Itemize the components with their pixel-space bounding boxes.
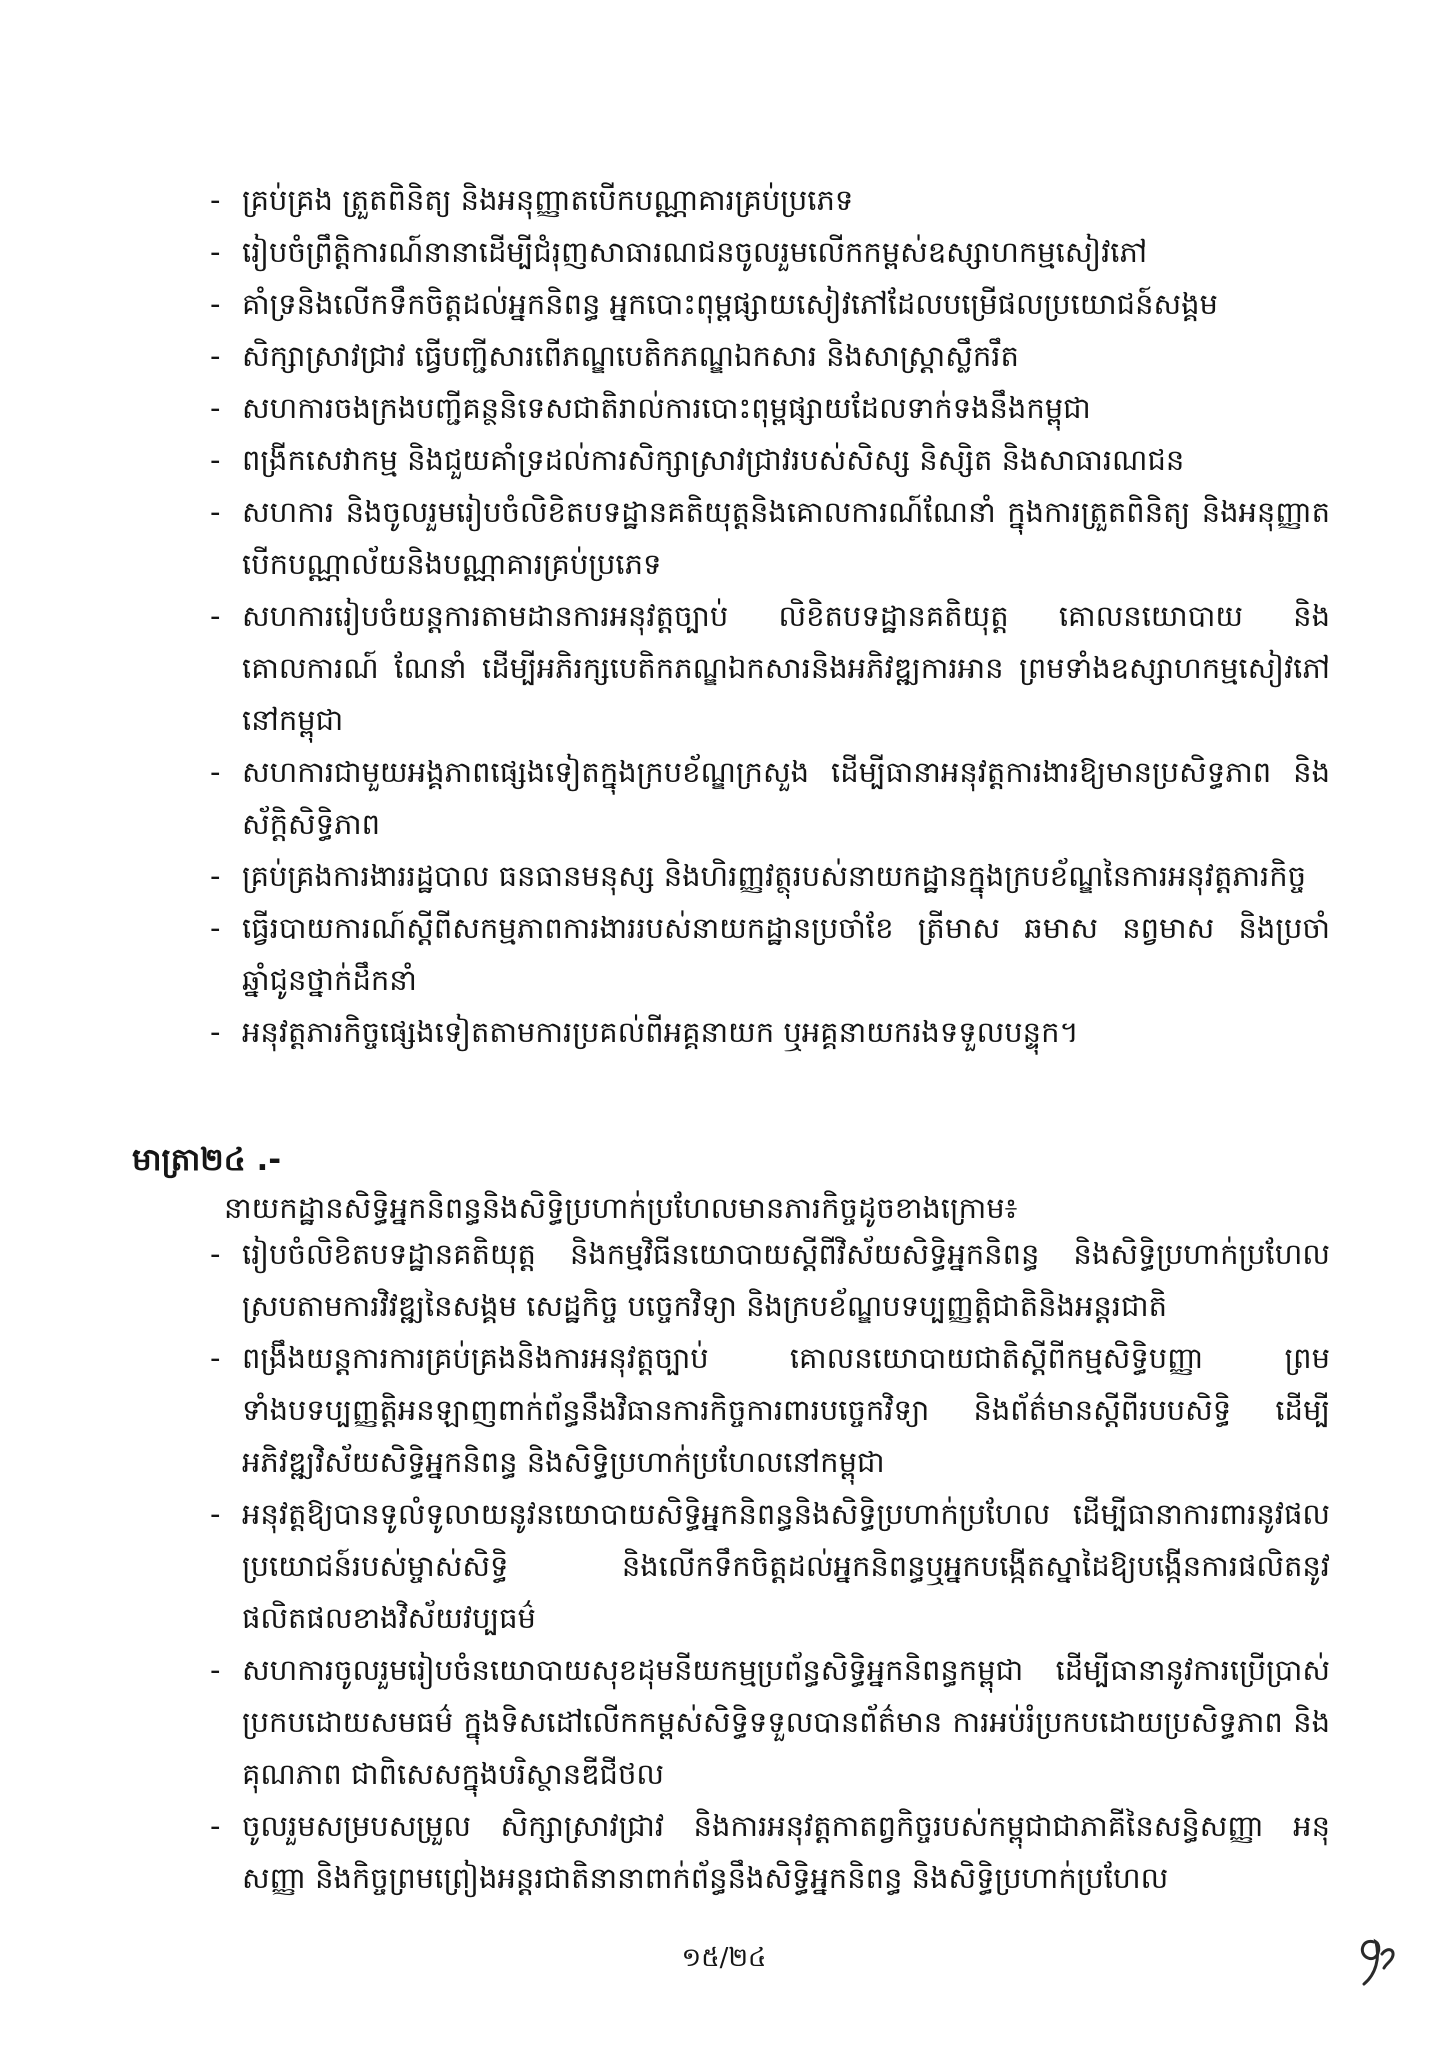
bullet-dash: - bbox=[210, 755, 221, 789]
list-item bbox=[210, 278, 1330, 330]
list-item-text: គ្រប់គ្រង ត្រួតពិនិត្យ និងអនុញ្ញាតបើកបណ្ណាគារគ្រប់ប្រភេទ bbox=[242, 183, 854, 217]
list-item-text: អនុវត្តឱ្យបានទូលំទូលាយនូវនយោបាយសិទ្ធិអ្នកនិពន្ធនិងសិទ្ធិប្រហាក់ប្រហែល ដើម្បីធានាការពារនូវផលប្រយោជន៍របស់ម្ចាស់សិទ្ធិ និងលើកទឹកចិត្តដល់អ្នកនិពន្ធឬអ្នកបង្កើតស្នាដៃឱ្យបង្កើនការផលិតនូវផលិតផលខាងវិស័យវប្បធម៌ bbox=[242, 1497, 1330, 1635]
list-item bbox=[210, 434, 1330, 486]
list-item-text: គ្រប់គ្រងការងាររដ្ឋបាល ធនធានមនុស្ស និងហិរញ្ញវត្ថុរបស់នាយកដ្ឋានក្នុងក្របខ័ណ្ឌនៃការអនុវត្តភារកិច្ច bbox=[242, 859, 1307, 893]
duties-list-article-24 bbox=[210, 1228, 1330, 1904]
bullet-dash: - bbox=[210, 1653, 221, 1687]
bullet-dash: - bbox=[210, 1809, 221, 1843]
bullet-dash: - bbox=[210, 859, 221, 893]
bullet-dash: - bbox=[210, 1341, 221, 1375]
bullet-dash: - bbox=[210, 495, 221, 529]
list-item-text: អនុវត្តភារកិច្ចផ្សេងទៀតតាមការប្រគល់ពីអគ្គនាយក ឬអគ្គនាយករងទទួលបន្ទុក។ bbox=[242, 1015, 1079, 1049]
list-item bbox=[210, 1800, 1330, 1904]
list-item-text: ធ្វើរបាយការណ៍ស្តីពីសកម្មភាពការងាររបស់នាយកដ្ឋានប្រចាំខែ ត្រីមាស ឆមាស នព្វមាស និងប្រចាំឆ្នាំជូនថ្នាក់ដឹកនាំ bbox=[242, 911, 1330, 997]
list-item bbox=[210, 382, 1330, 434]
article-heading: មាត្រា២៤ .- bbox=[132, 1142, 282, 1178]
duties-list-article-23 bbox=[210, 174, 1330, 1058]
list-item bbox=[210, 1006, 1330, 1058]
bullet-dash: - bbox=[210, 391, 221, 425]
bullet-dash: - bbox=[210, 235, 221, 269]
list-item-text: សហការ និងចូលរួមរៀបចំលិខិតបទដ្ឋានគតិយុត្តនិងគោលការណ៍ណែនាំ ក្នុងការត្រួតពិនិត្យ និងអនុញ្ញាតបើកបណ្ណាល័យនិងបណ្ណាគារគ្រប់ប្រភេទ bbox=[242, 495, 1330, 581]
bullet-dash: - bbox=[210, 911, 221, 945]
list-item bbox=[210, 226, 1330, 278]
page-number: ១៥/២៤ bbox=[681, 1943, 767, 1973]
list-item-text: សិក្សាស្រាវជ្រាវ ធ្វើបញ្ជីសារពើភណ្ឌបេតិកភណ្ឌឯកសារ និងសាស្ត្រាស្លឹករឹត bbox=[242, 339, 1019, 373]
list-item-text: រៀបចំលិខិតបទដ្ឋានគតិយុត្ត និងកម្មវិធីនយោបាយស្តីពីវិស័យសិទ្ធិអ្នកនិពន្ធ និងសិទ្ធិប្រហាក់ប្រហែលស្របតាមការវិវឌ្ឍនៃសង្គម សេដ្ឋកិច្ច បច្ចេកវិទ្យា និងក្របខ័ណ្ឌបទប្បញ្ញត្តិជាតិនិងអន្តរជាតិ bbox=[242, 1237, 1330, 1323]
list-item bbox=[210, 1644, 1330, 1800]
bullet-dash: - bbox=[210, 339, 221, 373]
bullet-dash: - bbox=[210, 1015, 221, 1049]
list-item bbox=[210, 850, 1330, 902]
list-item bbox=[210, 746, 1330, 850]
list-item bbox=[210, 1488, 1330, 1644]
handwritten-initials-icon bbox=[1352, 1924, 1402, 1994]
bullet-dash: - bbox=[210, 1237, 221, 1271]
list-item-text: សហការចងក្រងបញ្ជីគន្ថនិទេសជាតិរាល់ការបោះពុម្ពផ្សាយដែលទាក់ទងនឹងកម្ពុជា bbox=[242, 391, 1091, 425]
bullet-dash: - bbox=[210, 443, 221, 477]
bullet-dash: - bbox=[210, 1497, 221, 1531]
list-item-text: ពង្រឹងយន្តការការគ្រប់គ្រងនិងការអនុវត្តច្បាប់ គោលនយោបាយជាតិស្តីពីកម្មសិទ្ធិបញ្ញា ព្រមទាំងបទប្បញ្ញត្តិអនឡាញពាក់ព័ន្ធនឹងវិធានការកិច្ចការពារបច្ចេកវិទ្យា និងព័ត៌មានស្តីពីរបបសិទ្ធិ ដើម្បីអភិវឌ្ឍវិស័យសិទ្ធិអ្នកនិពន្ធ និងសិទ្ធិប្រហាក់ប្រហែលនៅកម្ពុជា bbox=[242, 1341, 1330, 1479]
list-item bbox=[210, 330, 1330, 382]
bullet-dash: - bbox=[210, 287, 221, 321]
list-item-text: សហការចូលរួមរៀបចំនយោបាយសុខដុមនីយកម្មប្រព័ន្ធសិទ្ធិអ្នកនិពន្ធកម្ពុជា ដើម្បីធានានូវការប្រើប្រាស់ប្រកបដោយសមធម៌ ក្នុងទិសដៅលើកកម្ពស់សិទ្ធិទទួលបានព័ត៌មាន ការអប់រំប្រកបដោយប្រសិទ្ធភាព និងគុណភាព ជាពិសេសក្នុងបរិស្ថានឌីជីថល bbox=[242, 1653, 1330, 1791]
bullet-dash: - bbox=[210, 599, 221, 633]
list-item bbox=[210, 174, 1330, 226]
list-item bbox=[210, 902, 1330, 1006]
list-item bbox=[210, 590, 1330, 746]
list-item-text: ពង្រីកសេវាកម្ម និងជួយគាំទ្រដល់ការសិក្សាស្រាវជ្រាវរបស់សិស្ស និស្សិត និងសាធារណជន bbox=[242, 443, 1185, 477]
list-item-text: សហការរៀបចំយន្តការតាមដានការអនុវត្តច្បាប់ លិខិតបទដ្ឋានគតិយុត្ត គោលនយោបាយ និងគោលការណ៍ ណែនាំ ដើម្បីអភិរក្សបេតិកភណ្ឌឯកសារនិងអភិវឌ្ឍការអាន ព្រមទាំងឧស្សាហកម្មសៀវភៅនៅកម្ពុជា bbox=[242, 599, 1330, 737]
article-intro: នាយកដ្ឋានសិទ្ធិអ្នកនិពន្ធនិងសិទ្ធិប្រហាក់ប្រហែលមានភារកិច្ចដូចខាងក្រោម៖ bbox=[224, 1191, 1018, 1225]
list-item-text: រៀបចំព្រឹត្តិការណ៍នានាដើម្បីជំរុញសាធារណជនចូលរួមលើកកម្ពស់ឧស្សាហកម្មសៀវភៅ bbox=[242, 235, 1148, 269]
list-item-text: គាំទ្រនិងលើកទឹកចិត្តដល់អ្នកនិពន្ធ អ្នកបោះពុម្ពផ្សាយសៀវភៅដែលបម្រើផលប្រយោជន៍សង្គម bbox=[242, 287, 1218, 321]
list-item bbox=[210, 486, 1330, 590]
list-item bbox=[210, 1228, 1330, 1332]
list-item-text: ចូលរួមសម្របសម្រួល សិក្សាស្រាវជ្រាវ និងការអនុវត្តកាតព្វកិច្ចរបស់កម្ពុជាជាភាគីនៃសន្ធិសញ្ញា អនុសញ្ញា និងកិច្ចព្រមព្រៀងអន្តរជាតិនានាពាក់ព័ន្ធនឹងសិទ្ធិអ្នកនិពន្ធ និងសិទ្ធិប្រហាក់ប្រហែល bbox=[242, 1809, 1330, 1895]
list-item-text: សហការជាមួយអង្គភាពផ្សេងទៀតក្នុងក្របខ័ណ្ឌក្រសួង ដើម្បីធានាអនុវត្តការងារឱ្យមានប្រសិទ្ធភាព និងស័ក្តិសិទ្ធិភាព bbox=[242, 755, 1330, 841]
list-item bbox=[210, 1332, 1330, 1488]
bullet-dash: - bbox=[210, 183, 221, 217]
